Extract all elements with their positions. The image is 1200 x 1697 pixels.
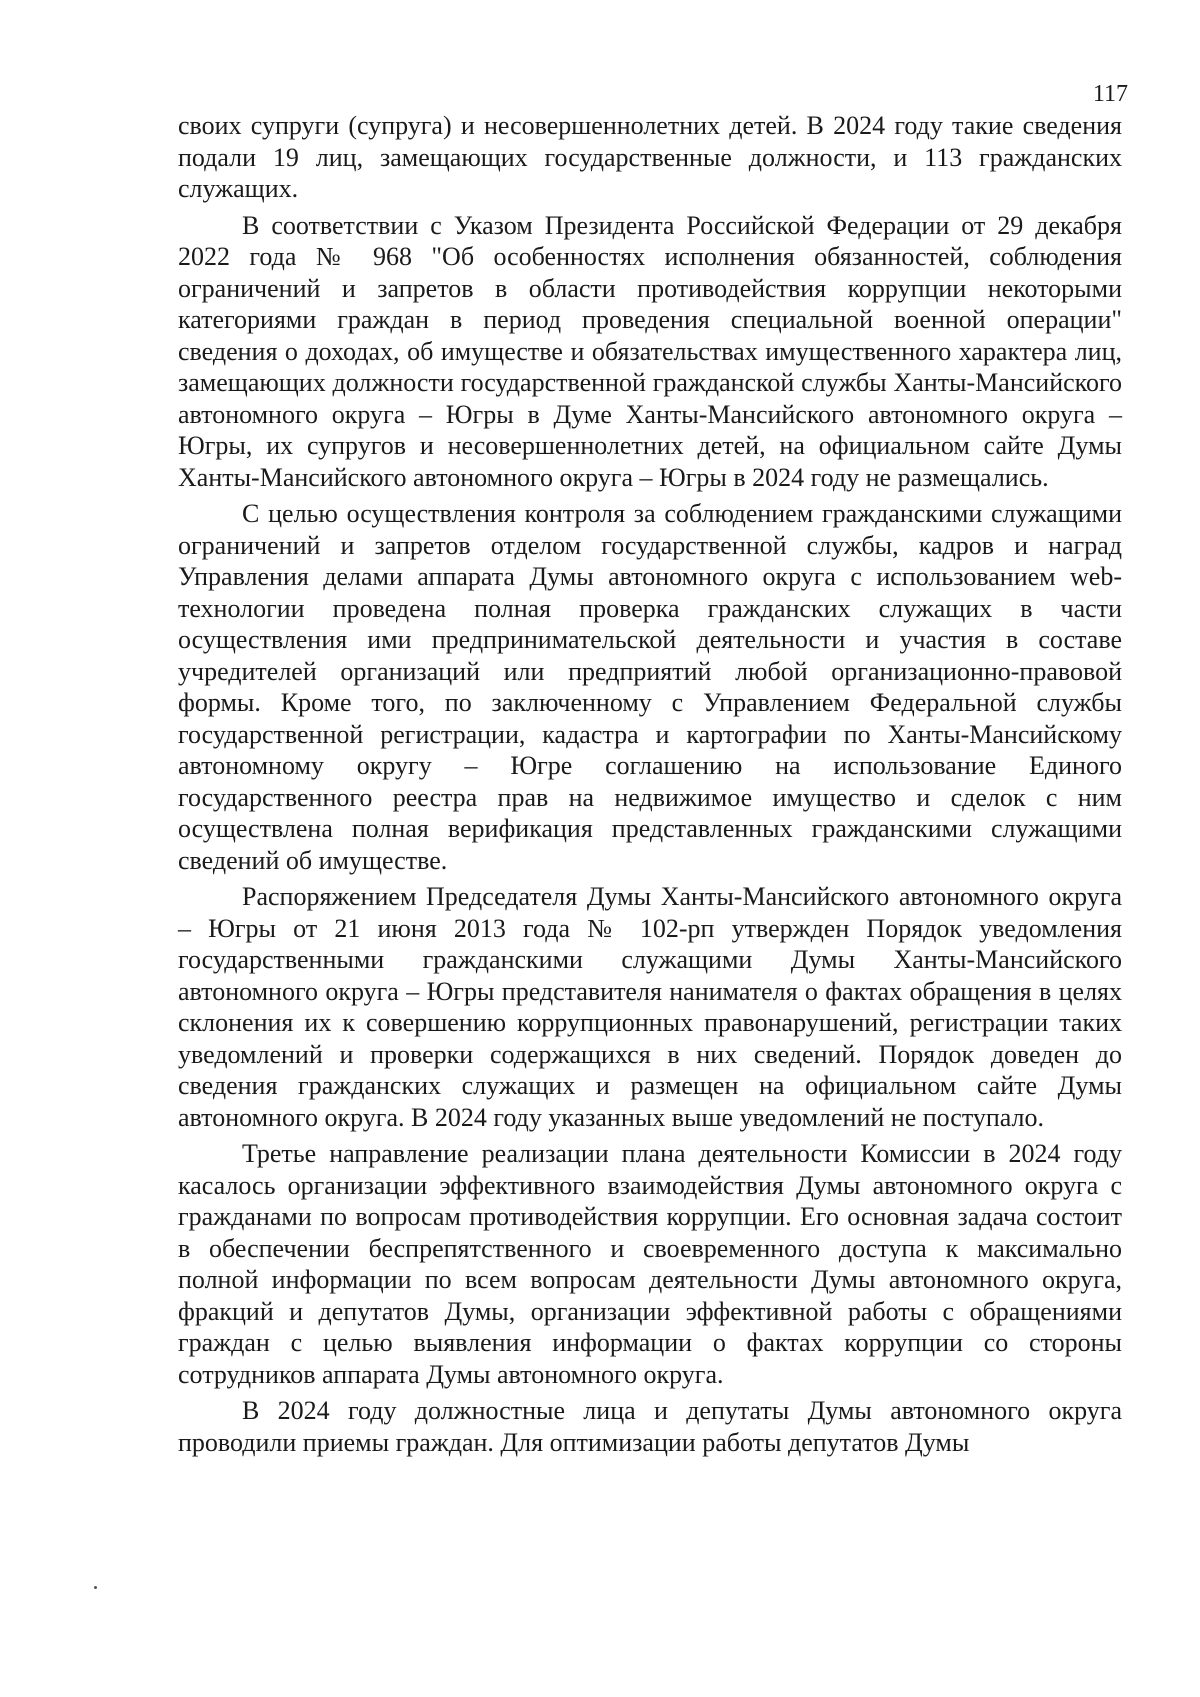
page-number: 117 — [1092, 81, 1128, 107]
paragraph-notification-order: Распоряжением Председателя Думы Ханты-Мансийского автономного округа – Югры от 21 июня 2013 года № 102-рп утвержден Порядок уведомления государственными гражданскими служащими Думы Ханты-Мансийского автономного округа – Югры представителя нанимателя о фактах обращения в целях склонения их к совершению коррупционных правонарушений, регистрации таких уведомлений и проверки содержащихся в них сведений. Порядок доведен до сведения гражданских служащих и размещен на официальном сайте Думы автономного округа. В 2024 году указанных выше уведомлений не поступало. — [178, 882, 1122, 1132]
paragraph-third-direction: Третье направление реализации плана деятельности Комиссии в 2024 году касалось организации эффективного взаимодействия Думы автономного округа с гражданами по вопросам противодействия коррупции. Его основная задача состоит в обеспечении беспрепятственного и своевременного доступа к максимально полной информации по всем вопросам деятельности Думы автономного округа, фракций и депутатов Думы, организации эффективной работы с обращениями граждан с целью выявления информации о фактах коррупции со стороны сотрудников аппарата Думы автономного округа. — [178, 1139, 1122, 1389]
paragraph-control-verification: С целью осуществления контроля за соблюдением гражданскими служащими ограничений и запретов отделом государственной службы, кадров и наград Управления делами аппарата Думы автономного округа с использованием web-технологии проведена полная проверка гражданских служащих в части осуществления ими предпринимательской деятельности и участия в составе учредителей организаций или предприятий любой организационно-правовой формы. Кроме того, по заключенному с Управлением Федеральной службы государственной регистрации, кадастра и картографии по Ханты-Мансийскому автономному округу – Югре соглашению на использование Единого государственного реестра прав на недвижимое имущество и сделок с ним осуществлена полная верификация представленных гражданскими служащими сведений об имуществе. — [178, 499, 1122, 875]
paragraph-continuation: своих супруги (супруга) и несовершеннолетних детей. В 2024 году такие сведения подали 19 лиц, замещающих государственные должности, и 113 гражданских служащих. — [178, 111, 1122, 203]
document-body — [178, 110, 1122, 1463]
scan-speck — [94, 1586, 97, 1589]
paragraph-citizen-receptions: В 2024 году должностные лица и депутаты Думы автономного округа проводили приемы граждан. Для оптимизации работы депутатов Думы — [178, 1396, 1122, 1457]
paragraph-decree-968: В соответствии с Указом Президента Российской Федерации от 29 декабря 2022 года № 968 "Об особенностях исполнения обязанностей, соблюдения ограничений и запретов в области противодействия коррупции некоторыми категориями граждан в период проведения специальной военной операции" сведения о доходах, об имуществе и обязательствах имущественного характера лиц, замещающих должности государственной гражданской службы Ханты-Мансийского автономного округа – Югры в Думе Ханты-Мансийского автономного округа – Югры, их супругов и несовершеннолетних детей, на официальном сайте Думы Ханты-Мансийского автономного округа – Югры в 2024 году не размещались. — [178, 210, 1122, 492]
